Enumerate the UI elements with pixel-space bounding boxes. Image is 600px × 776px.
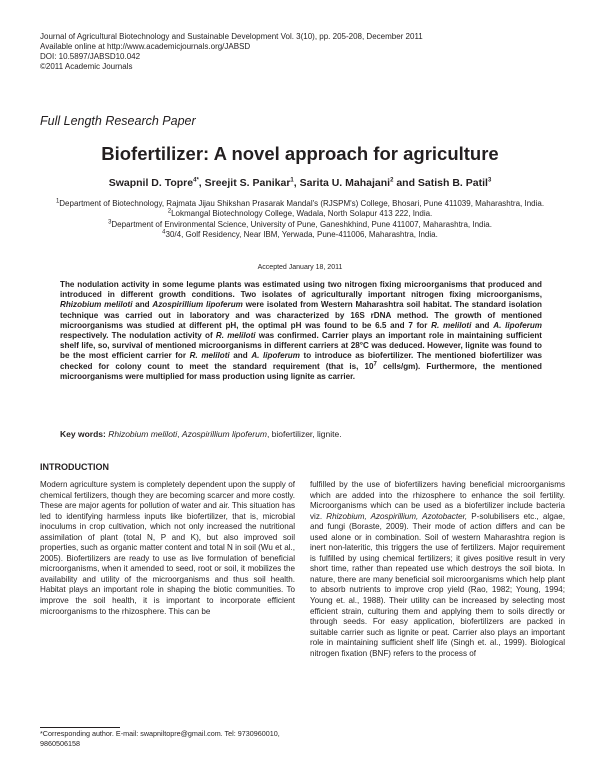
journal-url: Available online at http://www.academicjournals.org/JABSD bbox=[40, 42, 251, 51]
affiliation-text: Lokmangal Biotechnology College, Wadala, North Solapur 413 222, India. bbox=[171, 209, 433, 219]
author-list bbox=[0, 177, 600, 189]
body-text: fulfilled by the use of biofertilizers having beneficial microorganisms which are added into the rhizosphere to enhance the soil fertility. Microorganisms which can be used as a biofertilizer include bacteria viz. bbox=[310, 480, 565, 521]
body-column-left: Modern agriculture system is completely dependent upon the supply of chemical fertilizers, though they are becoming scarcer and more costly. These are major agents for pollution of water and air. This situation has led to identifying harmless inputs like biofertilizer, that is, microbial inoculums in crop cultivation, which not only increased the nutritional assimilation of plant (total N, P and K), but also improved soil properties, such as organic matter content and total N in soil (Wu et al., 2005). Biofertilizers are ready to use as live formulation of beneficial microorganisms, when it amended to seed, root or soil, it mobilizes the availability and utility of the microorganisms and thus soil health. Habitat plays an important role in shaping the biotic communities. To improve the soil health, it is important to incorporate efficient microorganisms to the rhizosphere. This can be bbox=[40, 480, 295, 616]
journal-header bbox=[40, 32, 423, 72]
abstract bbox=[60, 280, 542, 382]
affiliation-sup: 1 bbox=[55, 198, 60, 205]
author-sup: 4* bbox=[193, 177, 199, 184]
affiliation-text: 30/4, Golf Residency, Near IBM, Yerwada, Pune-411006, Maharashtra, India. bbox=[165, 229, 438, 239]
keyword-sep: , bbox=[177, 429, 182, 439]
body-column-right bbox=[310, 480, 565, 659]
author-name: Sreejit S. Panikar bbox=[204, 177, 291, 189]
exponent: 7 bbox=[373, 360, 377, 367]
abstract-text: and bbox=[471, 320, 494, 330]
species-name: Rhizobium meliloti bbox=[60, 300, 133, 310]
species-name: R. meliloti bbox=[215, 331, 256, 341]
affiliation-text: Department of Biotechnology, Rajmata Jijau Shikshan Prasarak Mandal's (RJSPM's) College, Bhosari, Pune 411039, Maharashtra, India. bbox=[59, 199, 545, 208]
author-sup: 3 bbox=[487, 177, 492, 184]
abstract-text: respectively. The nodulation activity of bbox=[60, 331, 216, 341]
affiliation-sup: 3 bbox=[108, 218, 112, 225]
keywords bbox=[60, 429, 542, 439]
species-names: Rhizobium, Azospirillium, Azotobacter, bbox=[326, 511, 468, 521]
keyword: Rhizobium meliloti bbox=[108, 429, 178, 439]
abstract-text: was confirmed. Carrier plays an important role in maintaining sufficient shelf life, so, survival of mentioned microorganisms in different carriers at 28°C was deduced. However, lignite was found to be the most efficient carrier for bbox=[60, 331, 542, 361]
abstract-text: and bbox=[229, 351, 252, 361]
affiliations bbox=[52, 199, 548, 240]
section-heading: INTRODUCTION bbox=[40, 462, 109, 472]
abstract-text: to introduce as biofertilizer. The mentioned biofertilizer was checked for colony count to meet the standard requirement (that is, 10 bbox=[60, 351, 542, 371]
affiliation bbox=[52, 230, 548, 240]
footnote-rule bbox=[40, 727, 120, 728]
author-name: Satish B. Patil bbox=[417, 177, 488, 189]
abstract-text: and bbox=[132, 300, 153, 310]
keyword: , biofertilizer, lignite. bbox=[266, 429, 342, 439]
body-text: P-solubilisers etc., algae, and fungi (Boraste, 2009). Their mode of action differs and can be used alone or in combination. Soil of western Maharashtra region is inert non-lateritic, this triggers the use of fertilizers. Major requirement is fulfilled by using chemical fertilizers; it gives positive result in very short time, rather than repeated use which destroys the soil biota. In nature, there are many beneficial soil microorganisms which help plant to absorb nutrients to improve crop yield (Rao, 1982; Young, 1994; Young et. al., 1988). Their utility can be increased by selecting most efficient strain, culturing them and applying them to soils directly or through seeds. For easy application, biofertilizers are packed in suitable carrier such as lignite or peat. Carrier also plays an important role in maintaining sufficient shelf life (Singh et. al., 1999). Biological nitrogen fixation (BNF) refers to the process of bbox=[310, 511, 565, 658]
affiliation-text: Department of Environmental Science, University of Pune, Ganeshkhind, Pune 411007, Maharashtra, India. bbox=[111, 219, 492, 229]
author-sep: , bbox=[198, 177, 205, 189]
journal-copyright: ©2011 Academic Journals bbox=[40, 62, 133, 71]
author-name: Sarita U. Mahajani bbox=[299, 177, 391, 189]
affiliation-sup: 4 bbox=[162, 229, 166, 236]
species-name: A. lipoferum bbox=[493, 320, 542, 330]
species-name: R. meliloti bbox=[189, 351, 230, 361]
journal-doi: DOI: 10.5897/JABSD10.042 bbox=[40, 52, 141, 61]
author-sup: 2 bbox=[390, 177, 394, 184]
journal-citation: Journal of Agricultural Biotechnology and Sustainable Development Vol. 3(10), pp. 205-208, December 2011 bbox=[40, 32, 423, 41]
species-name: A. lipoferum bbox=[251, 351, 300, 361]
accepted-date: Accepted January 18, 2011 bbox=[257, 264, 343, 271]
paper-type: Full Length Research Paper bbox=[40, 114, 196, 128]
footnote: *Corresponding author. E-mail: swapniltopre@gmail.com. Tel: 9730960010, 9860506158 bbox=[40, 729, 280, 748]
affiliation-sup: 2 bbox=[167, 208, 172, 215]
abstract-text: were isolated from Western Maharashtra soil habitat. The standard isolation technique was carried out in laboratory and was characterized by 16S rDNA method. The growth of mentioned microorganisms was studied at different pH, the optimal pH was found to be 6.5 and 7 for bbox=[60, 300, 542, 330]
keywords-label: Key words: bbox=[60, 429, 106, 439]
author-name: Swapnil D. Topre bbox=[108, 177, 194, 189]
abstract-text: The nodulation activity in some legume plants was estimated using two nitrogen fixing microorganisms that produced and introduced in different growth conditions. Two isolates of agriculturally important nitrogen fixing microorganisms, bbox=[60, 280, 542, 300]
author-sup: 1 bbox=[290, 177, 294, 184]
keyword: Azospirillium lipoferum bbox=[181, 429, 267, 439]
affiliation bbox=[52, 199, 548, 209]
affiliation bbox=[52, 220, 548, 230]
author-sep: , bbox=[293, 177, 300, 189]
author-sep: and bbox=[393, 177, 418, 189]
species-name: Azospirillium lipoferum bbox=[152, 300, 243, 310]
abstract-text: cells/gm). Furthermore, the mentioned microorganisms were multiplied for mass production using lignite as carrier. bbox=[60, 361, 543, 381]
species-name: R. meliloti bbox=[431, 320, 472, 330]
paper-title: Biofertilizer: A novel approach for agriculture bbox=[101, 143, 499, 164]
affiliation bbox=[52, 209, 548, 219]
